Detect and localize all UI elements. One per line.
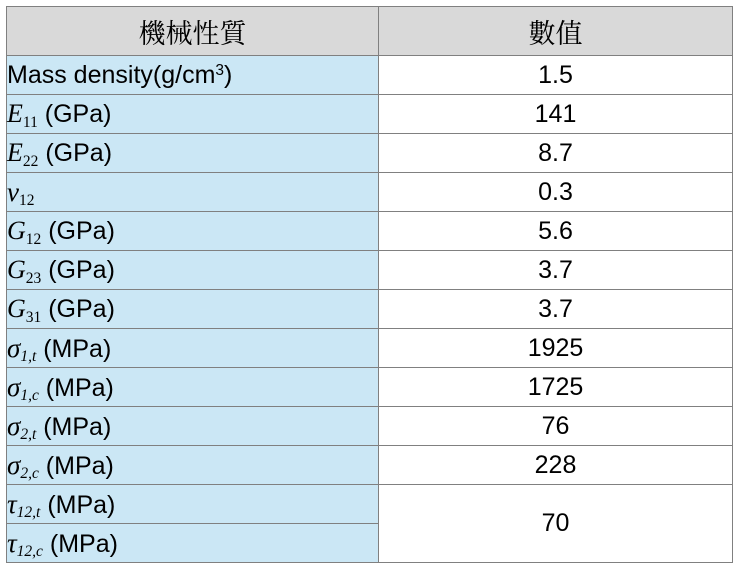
symbol-label: τ bbox=[7, 488, 17, 519]
table-row bbox=[7, 485, 733, 524]
value-cell-sigma-1c: 1725 bbox=[379, 368, 733, 407]
value-cell-nu12: 0.3 bbox=[379, 173, 733, 212]
property-cell-sigma-1c bbox=[7, 368, 379, 407]
symbol-label: σ bbox=[7, 449, 21, 480]
table-body bbox=[7, 56, 733, 563]
unit-label: (GPa) bbox=[45, 139, 113, 167]
symbol-label: E bbox=[7, 138, 23, 167]
table-row bbox=[7, 251, 733, 290]
symbol-label: E bbox=[7, 99, 23, 128]
unit-label: (MPa) bbox=[45, 451, 114, 480]
table-row bbox=[7, 407, 733, 446]
table-row bbox=[7, 329, 733, 368]
value-cell-sigma-2c: 228 bbox=[379, 446, 733, 485]
value-cell-g23: 3.7 bbox=[379, 251, 733, 290]
unit-label: (GPa) bbox=[48, 256, 115, 284]
value-cell-e22: 8.7 bbox=[379, 134, 733, 173]
symbol-label: τ bbox=[7, 527, 17, 558]
symbol-subscript: 1,c bbox=[20, 387, 39, 405]
symbol-subscript: 12,t bbox=[16, 504, 41, 522]
property-cell-sigma-2t bbox=[7, 407, 379, 446]
symbol-subscript: 12 bbox=[18, 192, 35, 210]
symbol-label: σ bbox=[7, 410, 21, 441]
symbol-label: σ bbox=[7, 332, 21, 363]
symbol-subscript: 12,c bbox=[16, 543, 43, 561]
value-cell-sigma-2t: 76 bbox=[379, 407, 733, 446]
header-value: 數值 bbox=[379, 7, 733, 56]
unit-label: (MPa) bbox=[49, 529, 118, 558]
unit-label: (MPa) bbox=[47, 490, 116, 519]
table-row bbox=[7, 446, 733, 485]
property-cell-nu12 bbox=[7, 173, 379, 212]
symbol-label: G bbox=[7, 255, 26, 284]
symbol-subscript: 12 bbox=[25, 230, 42, 248]
unit-label: (GPa) bbox=[48, 295, 115, 323]
value-cell-e11: 141 bbox=[379, 95, 733, 134]
header-property: 機械性質 bbox=[7, 7, 379, 56]
unit-superscript: 3 bbox=[215, 61, 225, 79]
symbol-subscript: 23 bbox=[25, 269, 42, 287]
table-row bbox=[7, 56, 733, 95]
property-cell-g23 bbox=[7, 251, 379, 290]
material-properties-table bbox=[6, 6, 733, 563]
symbol-subscript: 11 bbox=[22, 113, 38, 131]
table-row bbox=[7, 212, 733, 251]
table-row bbox=[7, 368, 733, 407]
symbol-subscript: 2,t bbox=[20, 426, 37, 444]
property-cell-g12 bbox=[7, 212, 379, 251]
property-cell-e22 bbox=[7, 134, 379, 173]
unit-label: (MPa) bbox=[43, 334, 112, 363]
unit-label: (GPa) bbox=[48, 217, 115, 245]
property-cell-mass-density bbox=[7, 56, 379, 95]
symbol-label: ν bbox=[7, 176, 19, 207]
table-row bbox=[7, 173, 733, 212]
value-cell-sigma-1t: 1925 bbox=[379, 329, 733, 368]
value-cell-g12: 5.6 bbox=[379, 212, 733, 251]
table-header bbox=[7, 7, 733, 56]
symbol-subscript: 2,c bbox=[20, 465, 39, 483]
symbol-label: σ bbox=[7, 371, 21, 402]
value-cell-tau-shear: 70 bbox=[379, 485, 733, 563]
value-cell-g31: 3.7 bbox=[379, 290, 733, 329]
property-cell-e11 bbox=[7, 95, 379, 134]
unit-label: (MPa) bbox=[43, 412, 112, 441]
unit-label: (GPa) bbox=[44, 100, 112, 128]
property-cell-g31 bbox=[7, 290, 379, 329]
property-cell-tau-12c bbox=[7, 524, 379, 563]
unit-tail: ) bbox=[224, 60, 233, 89]
table-header-row bbox=[7, 7, 733, 56]
symbol-subscript: 31 bbox=[25, 308, 42, 326]
table-row bbox=[7, 290, 733, 329]
property-cell-sigma-2c bbox=[7, 446, 379, 485]
symbol-subscript: 22 bbox=[22, 152, 39, 170]
symbol-subscript: 1,t bbox=[20, 348, 37, 366]
property-cell-sigma-1t bbox=[7, 329, 379, 368]
unit-label: (MPa) bbox=[45, 373, 114, 402]
value-cell-mass-density: 1.5 bbox=[379, 56, 733, 95]
property-cell-tau-12t bbox=[7, 485, 379, 524]
symbol-label: G bbox=[7, 294, 26, 323]
unit-label: (g/cm bbox=[152, 60, 216, 89]
symbol-label: G bbox=[7, 216, 26, 245]
table-row bbox=[7, 134, 733, 173]
table-row bbox=[7, 95, 733, 134]
symbol-label: Mass density bbox=[7, 60, 153, 89]
properties-table-container bbox=[6, 6, 732, 563]
